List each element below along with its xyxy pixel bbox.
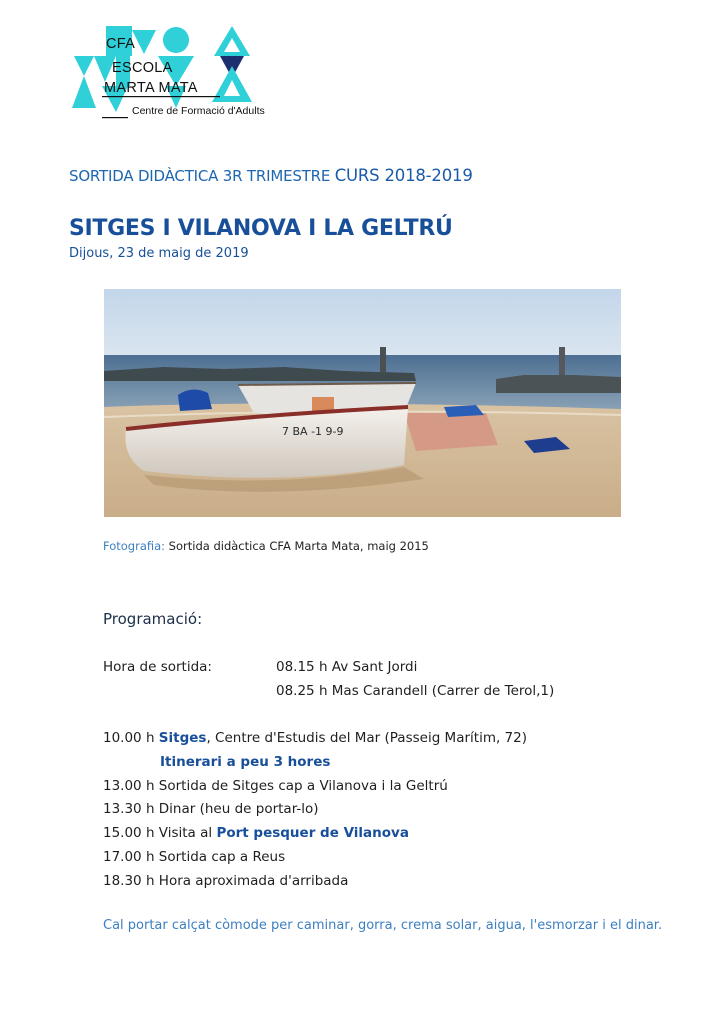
caption-text: Sortida didàctica CFA Marta Mata, maig 2015 [165,539,429,553]
beach-photo-icon [104,289,621,517]
logo-subline: Centre de Formació d'Adults [132,105,265,117]
schedule-item-lunch: 13.30 h Dinar (heu de portar-lo) [103,801,319,817]
page-title: SITGES I VILANOVA I LA GELTRÚ [69,216,453,241]
photo-caption [103,539,429,553]
logo-line-escola: ESCOLA [112,60,173,76]
schedule-item-sitges [103,730,527,746]
caption-label: Fotografia: [103,539,166,553]
boat-registration: 7 BA -1 9-9 [282,425,344,438]
schedule-item-return: 17.00 h Sortida cap a Reus [103,849,286,865]
trip-subtitle [69,166,473,185]
packing-note: Cal portar calçat còmode per caminar, gorra, crema solar, aigua, l'esmorzar i el dinar. [103,918,663,933]
trip-date: Dijous, 23 de maig de 2019 [69,246,249,261]
departure-label: Hora de sortida: [103,659,212,675]
schedule-item-port-visit [103,825,409,841]
departure-time-2: 08.25 h Mas Carandell (Carrer de Terol,1) [276,683,555,699]
school-logo [72,26,282,122]
subtitle-course: CURS 2018-2019 [334,166,473,185]
item4-place: Port pesquer de Vilanova [216,825,409,841]
program-heading: Programació: [103,610,203,628]
schedule-item-departure-sitges: 13.00 h Sortida de Sitges cap a Vilanova i la Geltrú [103,778,448,794]
schedule-item-arrival: 18.30 h Hora aproximada d'arribada [103,873,349,889]
beach-boats-photo [104,289,621,517]
logo-line-cfa: CFA [106,36,136,52]
schedule-item-walking: Itinerari a peu 3 hores [160,754,331,770]
item4-pre: 15.00 h Visita al [103,825,217,841]
item1-time: 10.00 h [103,730,159,746]
item1-rest: , Centre d'Estudis del Mar (Passeig Marítim, 72) [206,730,528,746]
logo-line-marta-mata: MARTA MATA [104,80,198,96]
subtitle-prefix: SORTIDA DIDÀCTICA 3R TRIMESTRE [69,167,335,185]
item1-place: Sitges [158,730,207,746]
departure-time-1: 08.15 h Av Sant Jordi [276,659,418,675]
